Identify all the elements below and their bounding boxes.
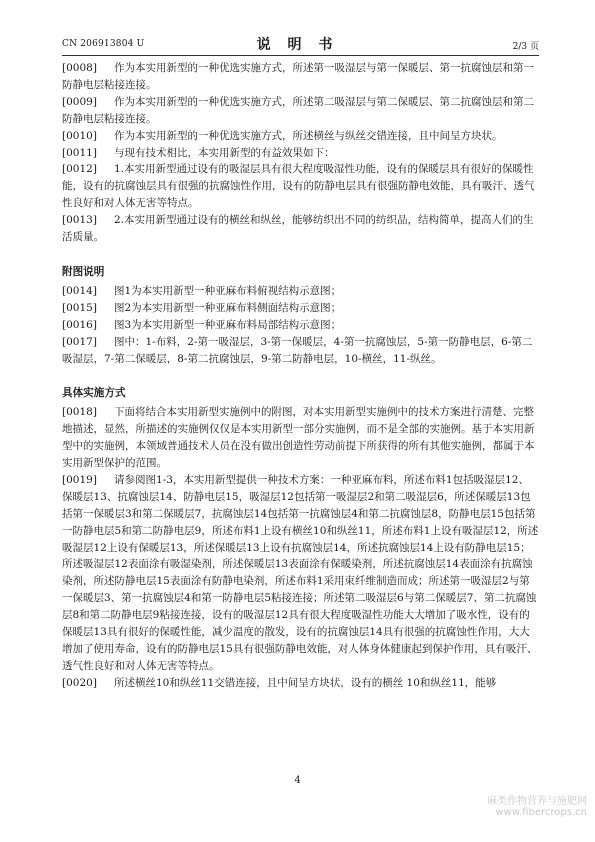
page-header (0, 0, 595, 60)
paragraph (62, 317, 539, 334)
paragraph (62, 334, 539, 368)
document-body (62, 60, 539, 692)
paragraph-text: 作为本实用新型的一种优选实施方式，所述第一吸湿层与第一保暖层、第一抗腐蚀层和第一防静电层粘接连接。 (62, 62, 534, 91)
section-title-figures: 附图说明 (62, 265, 105, 278)
paragraph-text: 图3为本实用新型一种亚麻布料局部结构示意图； (114, 318, 342, 331)
paragraph-text: 作为本实用新型的一种优选实施方式，所述第二吸湿层与第二保暖层、第二抗腐蚀层和第二防静电层粘接连接。 (62, 95, 534, 125)
page-of: 2/3 页 (512, 42, 539, 52)
page-number: 4 (294, 775, 301, 786)
paragraph-number: [0014] (62, 284, 97, 297)
paragraph-text: 所述横丝10和纵丝11交错连接，且中间呈方块状，设有的横丝 10和纵丝11，能够 (114, 676, 497, 689)
paragraph (62, 161, 539, 212)
paragraph-text: 下面将结合本实用新型实施例中的附图，对本实用新型实施例中的技术方案进行清楚、完整地描述，显然，所描述的实施例仅仅是本实用新型一部分实施例，而不是全部的实施例。基于本实用新型中的实施例，本领域普通技术人员在没有做出创造性劳动前提下所获得的所有其他实施例，都属于本实用新型保护的范围。 (62, 406, 535, 470)
paragraph-number: [0011] (62, 146, 97, 159)
paragraph-text: 图中：1-布料，2-第一吸湿层，3-第一保暖层，4-第一抗腐蚀层，5-第一防静电层，6-第二吸湿层，7-第二保暖层，8-第二抗腐蚀层，9-第二防静电层，10-横丝，11-纵丝。 (62, 335, 533, 365)
paragraph-text: 请参阅图1-3，本实用新型提供一种技术方案：一种亚麻布料，所述布料1包括吸湿层12、保暖层13、抗腐蚀层14、防静电层15，吸湿层12包括第一吸湿层2和第二吸湿层6，所述保暖层13包括第一保暖层3和第二保暖层7，抗腐蚀层14包括第一抗腐蚀层4和第二抗腐蚀层8，防静电层15包括第一防静电层5和第二防静电层9，所述布料1上设有横丝10和纵丝11，所述布料1上设有吸湿层12，所述吸湿层12上设有保暖层13，所述保暖层13上设有抗腐蚀层14，所述抗腐蚀层14上设有防静电层15；所述吸湿层12表面涂有吸湿染剂，所述保暖层13表面涂有保暖染剂，所述抗腐蚀层14表面涂有抗腐蚀染剂，所述防静电层15表面涂有防静电染剂，所述布料1采用束纤维制造而成；所述第一吸湿层2与第一保暖层3、第一抗腐蚀层4和第一防静电层5粘接连接；所述第二吸湿层6与第二保暖层7、第二抗腐蚀层8和第二防静电层9粘接连接，设有的吸湿层12具有很大程度吸湿性功能大大增加了吸水性，设有的保暖层13具有很好的保暖性能，减少温度的散发，设有的抗腐蚀层14具有很强的抗腐蚀性作用，大大增加了使用寿命，设有的防静电层15具有很强防静电效能，对人体身体健康起到保护作用，具有吸汗、透气性良好和对人体无害等特点。 (62, 473, 539, 672)
paragraph-number: [0008] (62, 62, 97, 74)
paragraph (62, 472, 539, 675)
paragraph-number: [0010] (62, 129, 97, 142)
paragraph-text: 与现有技术相比，本实用新型的有益效果如下： (114, 146, 335, 159)
paragraph-number: [0013] (62, 214, 97, 227)
paragraph (62, 283, 539, 300)
paragraph-text: 图1为本实用新型一种亚麻布料俯视结构示意图； (114, 284, 342, 297)
paragraph-group-embodiment (62, 404, 539, 691)
section-title-embodiment: 具体实施方式 (62, 387, 126, 400)
paragraph-number: [0009] (62, 95, 97, 108)
paragraph-number: [0012] (62, 163, 97, 176)
paragraph-number: [0018] (62, 406, 97, 419)
paragraph-number: [0017] (62, 335, 97, 348)
paragraph (62, 675, 539, 692)
paragraph (62, 94, 539, 128)
paragraph-group-top (62, 60, 539, 246)
watermark-url: www.fibercrops.cn (495, 807, 587, 818)
watermark (487, 792, 587, 818)
patent-number: CN 206913804 U (62, 39, 145, 49)
watermark-title: 麻类作物营养与施肥网 (487, 796, 587, 807)
paragraph-text: 1.本实用新型通过设有的吸湿层具有很大程度吸湿性功能，设有的保暖层具有很好的保暖性能，设有的抗腐蚀层具有很强的抗腐蚀性作用，设有的防静电层具有很强防静电效能，具有吸汗、透气性良好和对人体无害等特点。 (62, 163, 535, 210)
paragraph (62, 145, 539, 162)
document-title: 说 明 书 (256, 37, 339, 53)
paragraph (62, 404, 539, 472)
paragraph-group-figures (62, 283, 539, 368)
paragraph (62, 128, 539, 145)
paragraph-text: 作为本实用新型的一种优选实施方式，所述横丝与纵丝交错连接，且中间呈方块状。 (114, 129, 503, 142)
paragraph-text: 图2为本实用新型一种亚麻布料侧面结构示意图； (114, 301, 342, 314)
paragraph-number: [0015] (62, 301, 97, 314)
paragraph (62, 300, 539, 317)
header-divider (62, 55, 539, 56)
paragraph-text: 2.本实用新型通过设有的横丝和纵丝，能够纺织出不同的纺织品，结构简单，提高人们的生活质量。 (62, 214, 534, 244)
paragraph-number: [0020] (62, 676, 97, 689)
paragraph (62, 60, 539, 94)
paragraph-number: [0016] (62, 318, 97, 331)
paragraph-number: [0019] (62, 473, 97, 486)
paragraph (62, 212, 539, 246)
